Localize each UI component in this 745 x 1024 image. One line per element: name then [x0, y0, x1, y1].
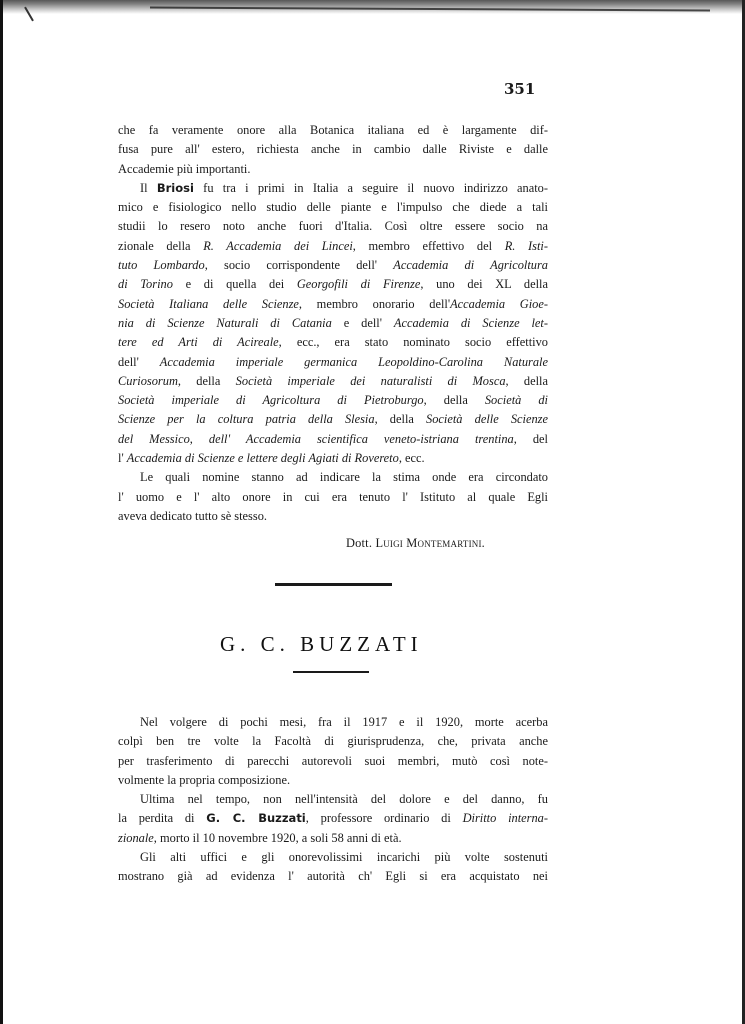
text-line: studii lo resero noto anche fuori d'Italia. Così oltre essere socio na [118, 219, 548, 234]
author-name: Luigi Montemartini. [375, 536, 485, 550]
title-underline [293, 671, 369, 673]
briosi-obituary-continuation [118, 121, 548, 526]
text-line: la perdita di G. C. Buzzati, professore ordinario di Diritto interna- [118, 811, 548, 826]
text-line: Ultima nel tempo, non nell'intensità del dolore e del danno, fu [140, 792, 548, 807]
text-line: Curiosorum, della Società imperiale dei naturalisti di Mosca, della [118, 373, 548, 388]
text-line: Nel volgere di pochi mesi, fra il 1917 e il 1920, morte acerba [140, 715, 548, 729]
text-line: Società imperiale di Agricoltura di Pietroburgo, della Società di [118, 393, 548, 408]
text-line: zionale, morto il 10 novembre 1920, a soli 58 anni di età. [118, 830, 402, 845]
page-number: 351 [504, 80, 536, 98]
text-line: Le quali nomine stanno ad indicare la stima onde era circondato [140, 470, 548, 485]
text-line: Il Briosi fu tra i primi in Italia a seguire il nuovo indirizzo anato- [140, 180, 549, 195]
text-line: l' uomo e l' alto onore in cui era tenuto l' Istituto al quale Egli [118, 489, 548, 504]
text-line: Gli alti uffici e gli onorevolissimi incarichi più volte sostenuti [140, 850, 548, 865]
text-line: tere ed Arti di Acireale, ecc., era stato nominato socio effettivo [118, 335, 548, 350]
text-line: dell' Accademia imperiale germanica Leopoldino-Carolina Naturale [118, 354, 548, 369]
text-line: volmente la propria composizione. [118, 772, 291, 787]
text-line: Scienze per la coltura patria della Slesia, della Società delle Scienze [118, 412, 549, 427]
text-line: per trasferimento di parecchi autorevoli suoi membri, mutò così note- [118, 753, 548, 768]
text-line: Accademie più importanti. [118, 161, 251, 176]
text-line: mostrano già ad evidenza l' autorità ch' Egli si era acquistato nei [118, 869, 548, 884]
text-line: tuto Lombardo, socio corrispondente dell' Accademia di Agricoltura [118, 258, 548, 273]
scan-left-edge [0, 0, 3, 1024]
text-line: colpì ben tre volte la Facoltà di giurisprudenza, che, privata anche [118, 734, 548, 749]
name-buzzati: G. C. Buzzati [206, 811, 306, 826]
text-line: fusa pure all' estero, richiesta anche in cambio dalle Riviste e dalle [118, 142, 548, 157]
author-signature: Dott. Luigi Montemartini. [346, 536, 485, 550]
text-line: mico e fisiologico nello studio delle piante e l'impulso che diede a tali [118, 200, 548, 215]
buzzati-obituary [118, 713, 548, 887]
text-line: Società Italiana delle Scienze, membro onorario dell'Accademia Gioe- [118, 296, 548, 311]
name-briosi: Briosi [156, 180, 194, 195]
text-line: l' Accademia di Scienze e lettere degli Agiati di Rovereto, ecc. [118, 451, 425, 466]
text-line: che fa veramente onore alla Botanica italiana ed è largamente dif- [118, 123, 548, 137]
text-line: zionale della R. Accademia dei Lincei, membro effettivo del R. Isti- [118, 238, 548, 253]
text-line: aveva dedicato tutto sè stesso. [118, 508, 267, 523]
text-line: del Messico, dell' Accademia scientifica veneto-istriana trentina, del [118, 431, 548, 446]
text-line: nia di Scienze Naturali di Catania e dell' Accademia di Scienze let- [118, 315, 549, 330]
section-divider [275, 583, 392, 586]
section-title: G. C. BUZZATI [220, 632, 423, 656]
text-line: di Torino e di quella dei Georgofili di Firenze, uno dei XL della [118, 277, 548, 292]
